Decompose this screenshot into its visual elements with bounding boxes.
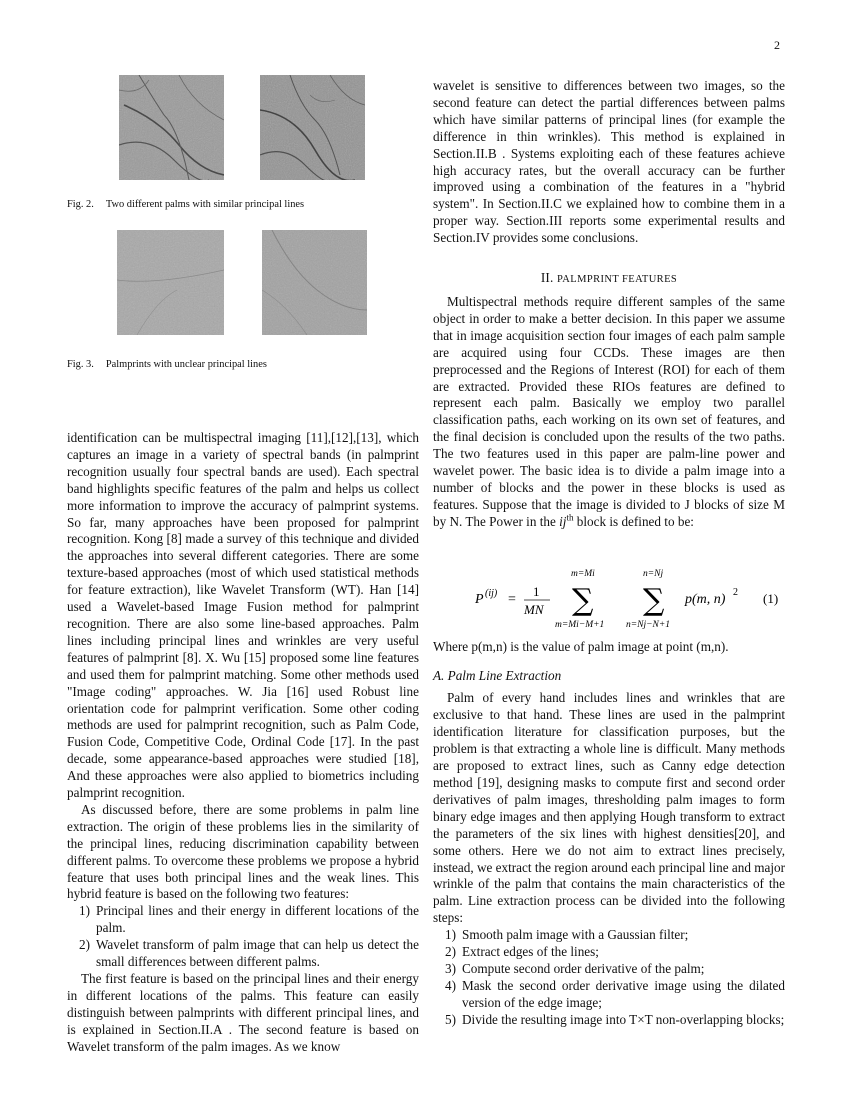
page-number: 2 bbox=[774, 38, 780, 52]
figure-caption-text: Two different palms with similar principal lines bbox=[105, 199, 305, 210]
math-variable: ij bbox=[559, 513, 567, 529]
palm-image-b bbox=[260, 75, 365, 180]
list-item bbox=[433, 944, 785, 961]
paragraph-text: block is defined to be: bbox=[573, 513, 694, 529]
list-item bbox=[433, 961, 785, 978]
paragraph: As discussed before, there are some problems in palm line extraction. The origin of these problems lies in the similarity of the principal lines, reducing discrimination capability between different palms. To overcome these problems we propose a hybrid feature that uses both principal lines and the weak lines. This hybrid feature is based on the following two features: bbox=[67, 801, 419, 902]
paragraph-text: Multispectral methods require different samples of the same object in order to make a better decision. In this paper we assume that in image acquisition section four images of each palm sample are acquired using four CCDs. These images are then preprocessed and the Regions of Interest (ROI) for each of them are extracted. Provided these RIOs features are defined to represent each palm. Basically we employ two parallel classification paths, each working on its own set of features, and the final decision is concluded upon the results of the two paths. The two features used in this paper are palm-line power and wavelet power. The basic idea is to divide a palm image into a number of blocks and the power in these blocks is used as features. Suppose that the image is divided to J blocks of size M by N. The Power in the bbox=[433, 293, 785, 529]
palm-image-a bbox=[119, 75, 224, 180]
paragraph bbox=[433, 294, 785, 531]
eq-body: p(m, n) bbox=[685, 591, 726, 607]
figure-label: Fig. 2. bbox=[67, 199, 94, 210]
list-number: 2) bbox=[79, 937, 90, 953]
eq-sum2-symbol: ∑ bbox=[643, 582, 665, 618]
paragraph: Where p(m,n) is the value of palm image at point (m,n). bbox=[433, 638, 729, 654]
paragraph: wavelet is sensitive to differences between two images, so the second feature can detect the partial differences between palms which have similar patterns of principal lines (for example the difference in thin wrinkles). This method is explained in Section.II.B . Systems exploiting each of these features achieve high accuracy rates, but the overall accuracy can be further improved using a combination of the features in a "hybrid system". In Section.II.C we explained how to combine them in a proper way. Section.III reports some experimental results and Section.IV provides some conclusions. bbox=[433, 78, 785, 246]
paragraph: identification can be multispectral imaging [11],[12],[13], which captures an image in a variety of spectral bands (in palmprint recognition usually four spectral bands are used). Each spectral band highlights specific features of the palm and helps us collect more information to improve the accuracy of palmprint systems. So far, many approaches have been proposed for palmprint recognition. Kong [8] made a survey of this technique and divided the approaches into several different categories. There are some texture-based approaches (most of which used statistical methods for feature extraction), like Wavelet Transform (WT). Han [14] used a Wavelet-based Image Fusion method for palmprint recognition. There are also some line-based approaches. Palm lines including principal lines and wrinkles are very useful features of palmprint [8]. X. Wu [15] proposed some line features and used them for palmprint matching. Some other methods used "Image coding" approaches. W. Jia [16] used Robust line orientation code for palmprint verification. Some other coding methods are used for palmprint recognition, such as Palm Code, Fusion Code, Competitive Code, Ordinal Code [17]. In the past decade, some appearance-based approaches were studied [18], And these approaches were also applied to biometrics including palmprint recognition. bbox=[67, 430, 419, 801]
list-text: Divide the resulting image into T×T non-overlapping blocks; bbox=[462, 1011, 785, 1027]
feature-list bbox=[67, 903, 419, 971]
list-text: Extract edges of the lines; bbox=[462, 944, 599, 960]
equation-number: (1) bbox=[763, 590, 779, 606]
eq-lhs-sup: (ij) bbox=[485, 587, 498, 599]
list-text: Smooth palm image with a Gaussian filter; bbox=[462, 927, 689, 943]
list-number: 2) bbox=[445, 944, 456, 960]
eq-frac-den: MN bbox=[524, 601, 544, 617]
list-number: 1) bbox=[445, 927, 456, 943]
list-number: 3) bbox=[445, 960, 456, 976]
section-heading bbox=[433, 270, 785, 289]
eq-sum1-lower: m=Mi−M+1 bbox=[555, 619, 605, 630]
section-title: PALMPRINT FEATURES bbox=[557, 274, 678, 286]
list-item bbox=[67, 903, 419, 937]
list-text: Wavelet transform of palm image that can help us detect the small differences between different palms. bbox=[96, 937, 419, 970]
list-text: Principal lines and their energy in different locations of the palm. bbox=[96, 903, 419, 936]
paragraph: The first feature is based on the principal lines and their energy in different locations of the palms. This feature can easily distinguish between palmprints with different principal lines, and is explained in Section.II.A . The second feature is based on Wavelet transform of the palm images. As we know bbox=[67, 971, 419, 1054]
eq-sum2-upper: n=Nj bbox=[643, 568, 664, 579]
superscript: th bbox=[566, 512, 574, 523]
list-text: Mask the second order derivative image using the dilated version of the edge image; bbox=[462, 977, 785, 1010]
subsection-heading: A. Palm Line Extraction bbox=[433, 667, 562, 683]
list-number: 5) bbox=[445, 1011, 456, 1027]
eq-lhs: P bbox=[475, 591, 484, 607]
list-number: 4) bbox=[445, 977, 456, 993]
figure-caption bbox=[67, 359, 267, 370]
list-item bbox=[433, 927, 785, 944]
eq-body-sup: 2 bbox=[733, 586, 738, 598]
eq-sum1-symbol: ∑ bbox=[572, 582, 594, 618]
section-number: II. bbox=[540, 270, 554, 286]
list-item bbox=[433, 978, 785, 1012]
figure-caption-text: Palmprints with unclear principal lines bbox=[105, 359, 267, 370]
eq-frac-num: 1 bbox=[533, 583, 540, 599]
eq-equals: = bbox=[508, 591, 516, 607]
palm-image-c bbox=[117, 230, 222, 335]
equation-1 bbox=[433, 561, 785, 635]
palm-image-d bbox=[262, 230, 367, 335]
right-column bbox=[433, 78, 785, 1029]
list-item bbox=[433, 1012, 785, 1029]
eq-sum1-upper: m=Mi bbox=[571, 568, 595, 579]
paragraph: Palm of every hand includes lines and wrinkles that are exclusive to that hand. These lines are used in the palmprint identification literature for classification purposes, but the problem is that extracting a whole line is difficult. Many methods are proposed to extract lines, such as Canny edge detection method [19], designing masks to compute first and second order derivatives of palm images, thresholding palm images to form binary edge images and then applying Hough transform to extract the parameters of the six lines with highest densities[20], and some others. Here we do not aim to extract lines precisely, instead, we extract the region around each principal line and major wrinkle of the palm that contains the main characteristics of the palm. Line extraction process can be divided into the following steps: bbox=[433, 690, 785, 926]
figure-caption bbox=[67, 199, 304, 210]
left-column bbox=[67, 430, 419, 1056]
figure-label: Fig. 3. bbox=[67, 359, 94, 370]
steps-list bbox=[433, 927, 785, 1028]
eq-sum2-lower: n=Nj−N+1 bbox=[626, 619, 671, 630]
list-number: 1) bbox=[79, 903, 90, 919]
list-item bbox=[67, 937, 419, 971]
list-text: Compute second order derivative of the palm; bbox=[462, 960, 705, 976]
